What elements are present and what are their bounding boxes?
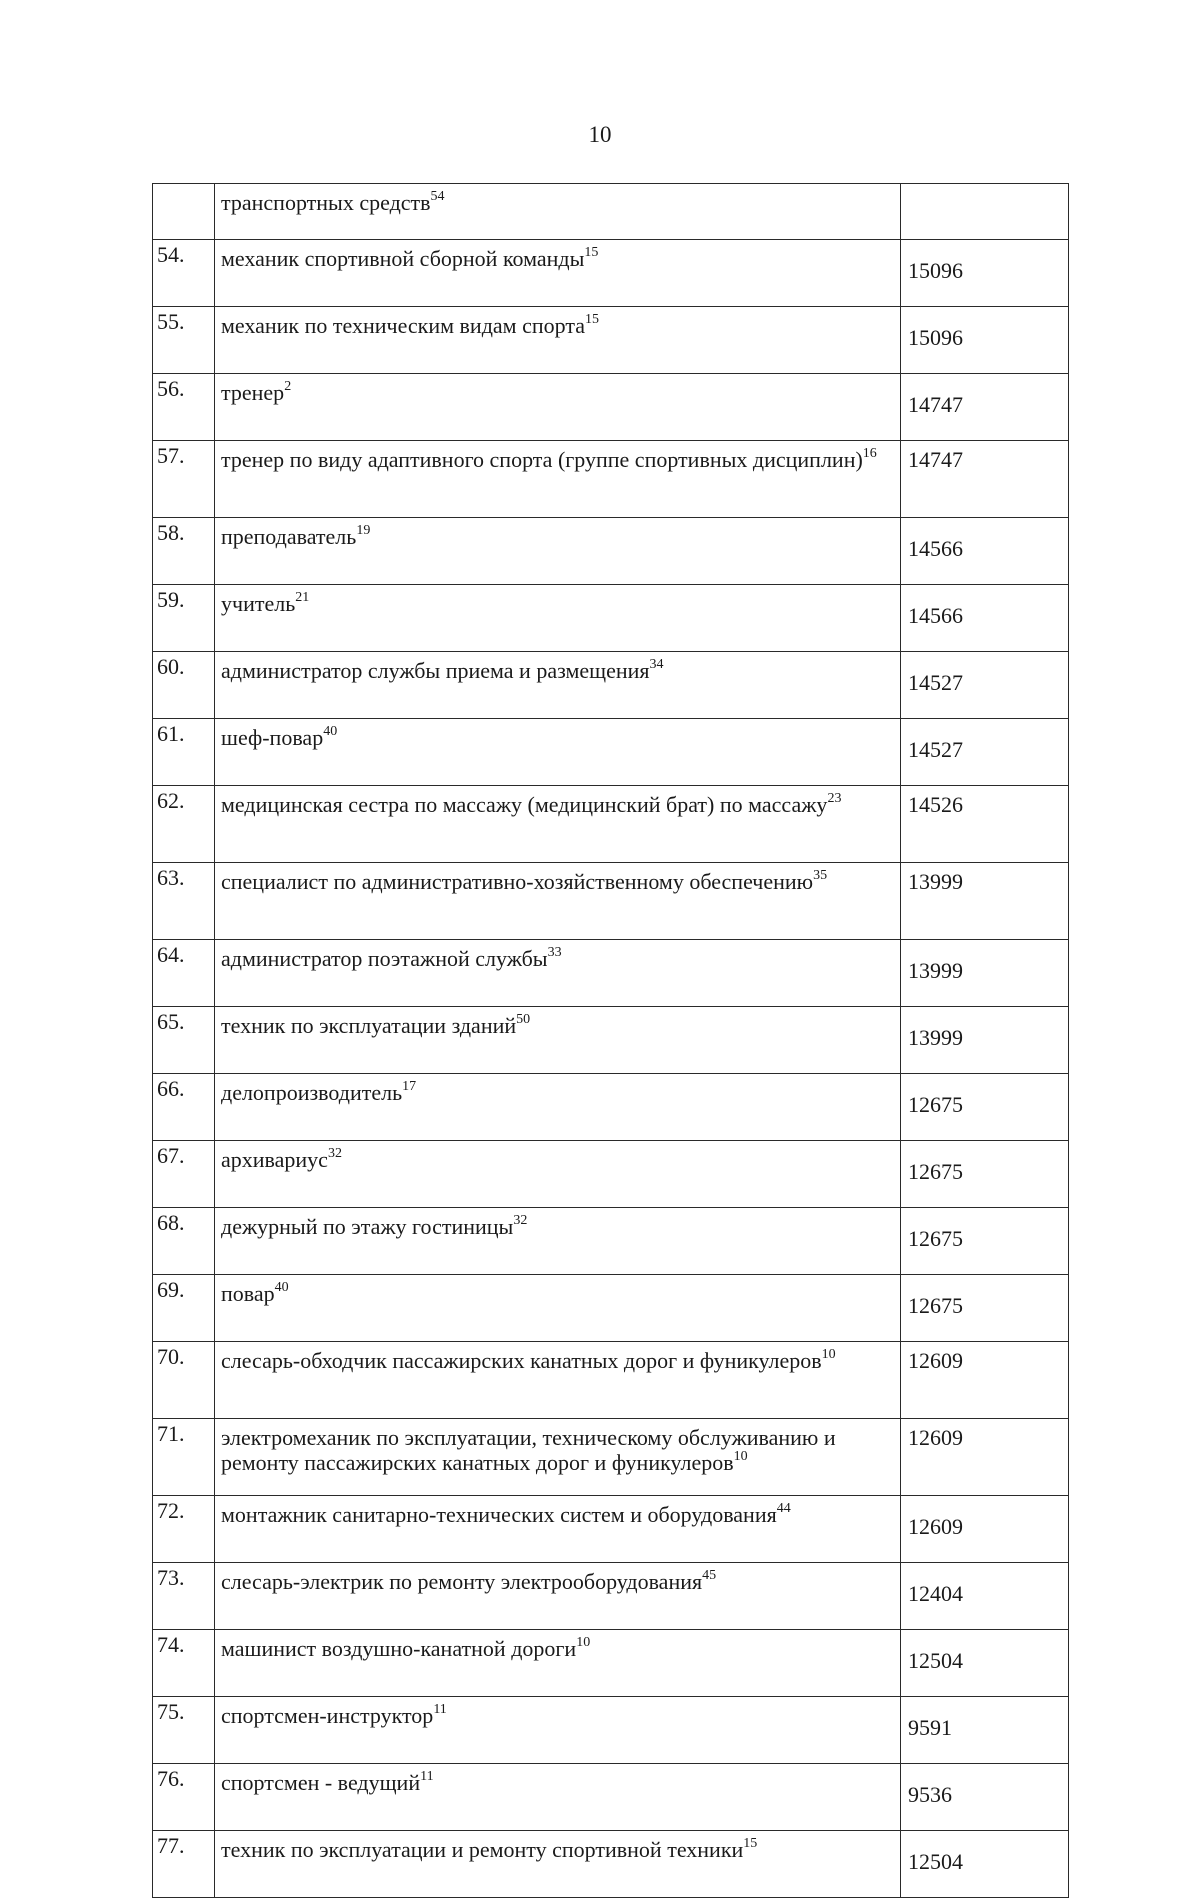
row-name-cell [215,1563,901,1630]
row-name: медицинская сестра по массажу (медицинский брат) по массажу [221,792,828,817]
table-row [153,786,1069,863]
row-name-cell [215,240,901,307]
row-value: 13999 [901,940,1069,1007]
row-name-cell [215,585,901,652]
row-value: 14527 [901,652,1069,719]
footnote-ref: 19 [356,522,371,538]
row-number: 56. [153,374,215,441]
row-number: 55. [153,307,215,374]
footnote-ref: 32 [327,1145,342,1161]
footnote-ref: 45 [702,1567,717,1583]
row-name: администратор поэтажной службы [221,946,548,971]
row-value: 12609 [901,1419,1069,1496]
row-name: преподаватель [221,524,357,549]
row-name-cell [215,374,901,441]
row-name-cell [215,1630,901,1697]
row-name-cell [215,184,901,240]
footnote-ref: 10 [821,1346,836,1362]
table-row [153,1141,1069,1208]
footnote-ref: 15 [584,311,599,327]
row-number-cell [153,184,215,240]
footnote-ref: 16 [862,445,877,461]
row-number: 64. [153,940,215,1007]
footnote-ref: 50 [516,1011,531,1027]
table-row [153,1831,1069,1898]
row-number: 66. [153,1074,215,1141]
row-name: повар [221,1281,275,1306]
table-row [153,441,1069,518]
footnote-ref: 10 [576,1634,591,1650]
table-row [153,1342,1069,1419]
row-name-cell [215,1831,901,1898]
row-number: 65. [153,1007,215,1074]
table-row [153,1697,1069,1764]
row-name: техник по эксплуатации и ремонту спортивной техники [221,1837,744,1862]
row-value: 15096 [901,307,1069,374]
table-row [153,1496,1069,1563]
row-name: спортсмен - ведущий [221,1770,421,1795]
row-name-cell [215,719,901,786]
row-number: 58. [153,518,215,585]
footnote-ref: 15 [743,1835,758,1851]
row-number: 62. [153,786,215,863]
footnote-ref: 33 [547,944,562,960]
table-body [153,184,1069,1898]
row-name-cell [215,863,901,940]
table-row [153,374,1069,441]
row-value: 13999 [901,1007,1069,1074]
row-name: техник по эксплуатации зданий [221,1013,517,1038]
row-value: 14747 [901,441,1069,518]
footnote-ref: 21 [295,589,310,605]
row-number: 59. [153,585,215,652]
row-name: машинист воздушно-канатной дороги [221,1636,577,1661]
row-name-cell [215,786,901,863]
row-name: архивариус [221,1147,328,1172]
row-value: 14566 [901,585,1069,652]
row-name-cell [215,652,901,719]
row-name-cell [215,441,901,518]
footnote-ref: 35 [813,867,828,883]
table-row [153,1074,1069,1141]
row-name-cell [215,307,901,374]
row-number: 77. [153,1831,215,1898]
row-name-cell [215,1697,901,1764]
row-value: 9591 [901,1697,1069,1764]
row-name-cell [215,1275,901,1342]
row-name: дежурный по этажу гостиницы [221,1214,514,1239]
footnote-ref: 10 [733,1448,748,1464]
footnote-ref: 44 [776,1500,791,1516]
table-row [153,1764,1069,1831]
footnote-ref: 2 [284,378,292,394]
row-number: 69. [153,1275,215,1342]
table-row [153,1208,1069,1275]
table-row [153,1563,1069,1630]
footnote-ref: 40 [323,723,338,739]
row-value: 12504 [901,1630,1069,1697]
row-value: 14566 [901,518,1069,585]
row-name: транспортных средств [221,190,431,215]
row-number: 61. [153,719,215,786]
row-value: 15096 [901,240,1069,307]
row-number: 68. [153,1208,215,1275]
footnote-ref: 40 [274,1279,289,1295]
row-number: 72. [153,1496,215,1563]
footnote-ref: 11 [433,1701,447,1717]
row-value: 14526 [901,786,1069,863]
table-row [153,518,1069,585]
row-value-cell [901,184,1069,240]
row-name: спортсмен-инструктор [221,1703,434,1728]
row-number: 67. [153,1141,215,1208]
row-value: 9536 [901,1764,1069,1831]
row-value: 12609 [901,1342,1069,1419]
row-name: механик по техническим видам спорта [221,313,585,338]
row-number: 75. [153,1697,215,1764]
row-value: 12404 [901,1563,1069,1630]
row-value: 14527 [901,719,1069,786]
footnote-ref: 34 [649,656,664,672]
row-value: 12609 [901,1496,1069,1563]
row-value: 12675 [901,1208,1069,1275]
page-number: 10 [588,122,612,147]
footnote-ref: 32 [513,1212,528,1228]
row-number: 73. [153,1563,215,1630]
row-value: 12504 [901,1831,1069,1898]
row-name: учитель [221,591,296,616]
row-value: 12675 [901,1141,1069,1208]
table-row [153,719,1069,786]
row-name: администратор службы приема и размещения [221,658,650,683]
row-name-cell [215,518,901,585]
row-name-cell [215,1074,901,1141]
row-name: шеф-повар [221,725,324,750]
row-name: тренер по виду адаптивного спорта (группе спортивных дисциплин) [221,447,863,472]
row-name-cell [215,1141,901,1208]
row-name: слесарь-электрик по ремонту электрооборудования [221,1569,703,1594]
row-name-cell [215,1419,901,1496]
row-number: 54. [153,240,215,307]
row-number: 57. [153,441,215,518]
row-name: делопроизводитель [221,1080,403,1105]
footnote-ref: 17 [402,1078,417,1094]
row-number: 70. [153,1342,215,1419]
footnote-ref: 15 [584,244,599,260]
row-name: тренер [221,380,285,405]
table-row [153,1007,1069,1074]
row-name: электромеханик по эксплуатации, техническому обслуживанию и ремонту пассажирских канатных дорог и фуникулеров [221,1425,836,1475]
table-row [153,240,1069,307]
table-row [153,585,1069,652]
table-row [153,1630,1069,1697]
table-row [153,1275,1069,1342]
table-row [153,1419,1069,1496]
row-number: 60. [153,652,215,719]
row-name: монтажник санитарно-технических систем и оборудования [221,1502,777,1527]
row-number: 71. [153,1419,215,1496]
row-name: механик спортивной сборной команды [221,246,585,271]
row-value: 13999 [901,863,1069,940]
row-name-cell [215,1496,901,1563]
table-row-continuation [153,184,1069,240]
footnote-ref: 23 [827,790,842,806]
table-row [153,863,1069,940]
salary-table [152,183,1069,1898]
row-number: 76. [153,1764,215,1831]
row-name-cell [215,1342,901,1419]
row-name-cell [215,1764,901,1831]
row-number: 63. [153,863,215,940]
row-name-cell [215,1007,901,1074]
row-value: 12675 [901,1275,1069,1342]
table-row [153,307,1069,374]
table-row [153,940,1069,1007]
row-number: 74. [153,1630,215,1697]
row-name: специалист по административно-хозяйственному обеспечению [221,869,814,894]
row-name-cell [215,1208,901,1275]
row-name: слесарь-обходчик пассажирских канатных дорог и фуникулеров [221,1348,822,1373]
row-value: 12675 [901,1074,1069,1141]
row-value: 14747 [901,374,1069,441]
footnote-ref: 54 [430,188,445,204]
row-name-cell [215,940,901,1007]
footnote-ref: 11 [420,1768,434,1784]
table-row [153,652,1069,719]
